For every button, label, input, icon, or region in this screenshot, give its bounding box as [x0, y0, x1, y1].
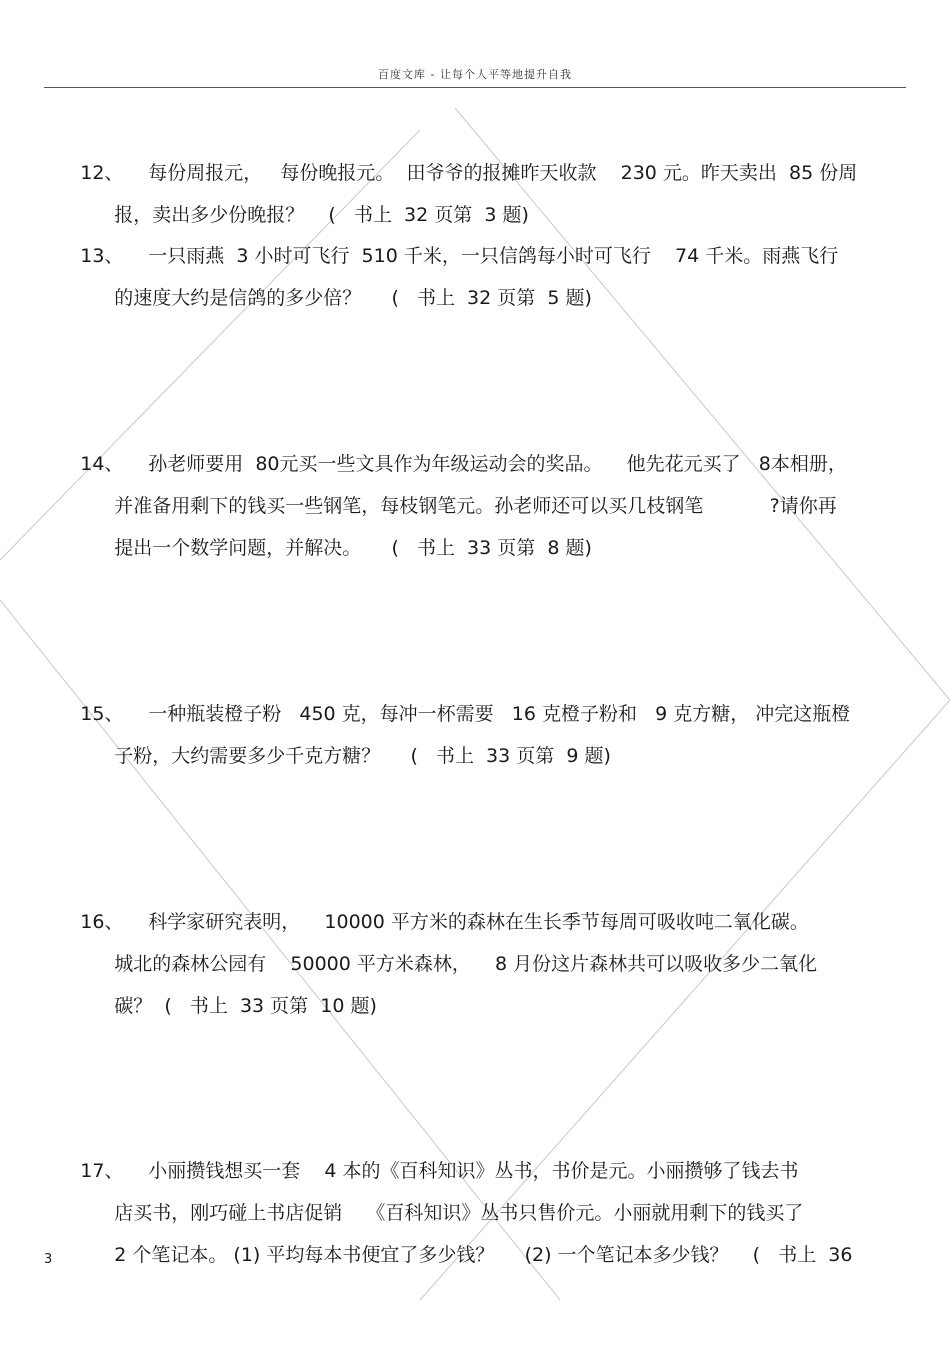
question-text: 报，卖出多少份晚报？ ( 书上 32 页第 3 题): [114, 204, 529, 226]
question-number: 16、: [80, 911, 124, 933]
question-line: [44, 859, 904, 933]
question-text: 一种瓶装橙子粉 450 克，每冲一杯需要 16 克橙子粉和 9 克方糖， 冲完这瓶橙: [148, 703, 851, 725]
question-14: [44, 401, 904, 559]
question-line: [44, 651, 904, 725]
question-line: [44, 193, 904, 267]
question-number: 14、: [80, 453, 124, 475]
question-text: 提出一个数学问题，并解决。 ( 书上 33 页第 8 题): [114, 537, 592, 559]
question-text: 子粉，大约需要多少千克方糖？ ( 书上 33 页第 9 题): [114, 745, 611, 767]
question-text: 并准备用剩下的钱买一些钢笔，每枝钢笔元。孙老师还可以买几枝钢笔 ?请你再: [114, 495, 837, 517]
question-12: [44, 110, 904, 226]
question-line: [44, 110, 904, 184]
question-text: 一只雨燕 3 小时可飞行 510 千米，一只信鸽每小时可飞行 74 千米。雨燕飞行: [148, 245, 839, 267]
page-number: 3: [44, 1252, 53, 1267]
question-number: 15、: [80, 703, 124, 725]
page-header: 百度文库 - 让每个人平等地提升自我: [378, 68, 572, 81]
question-17: [44, 1108, 904, 1266]
question-text: 孙老师要用 80元买一些文具作为年级运动会的奖品。 他先花元买了 8本相册，: [148, 453, 847, 475]
header-divider: [44, 87, 906, 88]
question-text: 店买书，刚巧碰上书店促销 《百科知识》丛书只售价元。小丽就用剩下的钱买了: [114, 1202, 804, 1224]
question-number: 12、: [80, 162, 124, 184]
question-number: 17、: [80, 1160, 124, 1182]
question-text: 的速度大约是信鸽的多少倍？ ( 书上 32 页第 5 题): [114, 287, 592, 309]
question-text: 小丽攒钱想买一套 4 本的《百科知识》丛书，书价是元。小丽攒够了钱去书: [148, 1160, 799, 1182]
question-16: [44, 859, 904, 1017]
question-number: 13、: [80, 245, 124, 267]
question-text: 碳？ ( 书上 33 页第 10 题): [114, 995, 377, 1017]
question-line: [44, 401, 904, 475]
question-13: [44, 193, 904, 309]
question-text: 科学家研究表明， 10000 平方米的森林在生长季节每周可吸收吨二氧化碳。: [148, 911, 809, 933]
question-text: 2 个笔记本。 (1) 平均每本书便宜了多少钱？ (2) 一个笔记本多少钱？ ( 书上 36: [114, 1244, 853, 1266]
question-text: 每份周报元， 每份晚报元。 田爷爷的报摊昨天收款 230 元。昨天卖出 85 份周: [148, 162, 858, 184]
question-text: 城北的森林公园有 50000 平方米森林， 8 月份这片森林共可以吸收多少二氧化: [114, 953, 818, 975]
question-line: [44, 1108, 904, 1182]
question-15: [44, 651, 904, 767]
